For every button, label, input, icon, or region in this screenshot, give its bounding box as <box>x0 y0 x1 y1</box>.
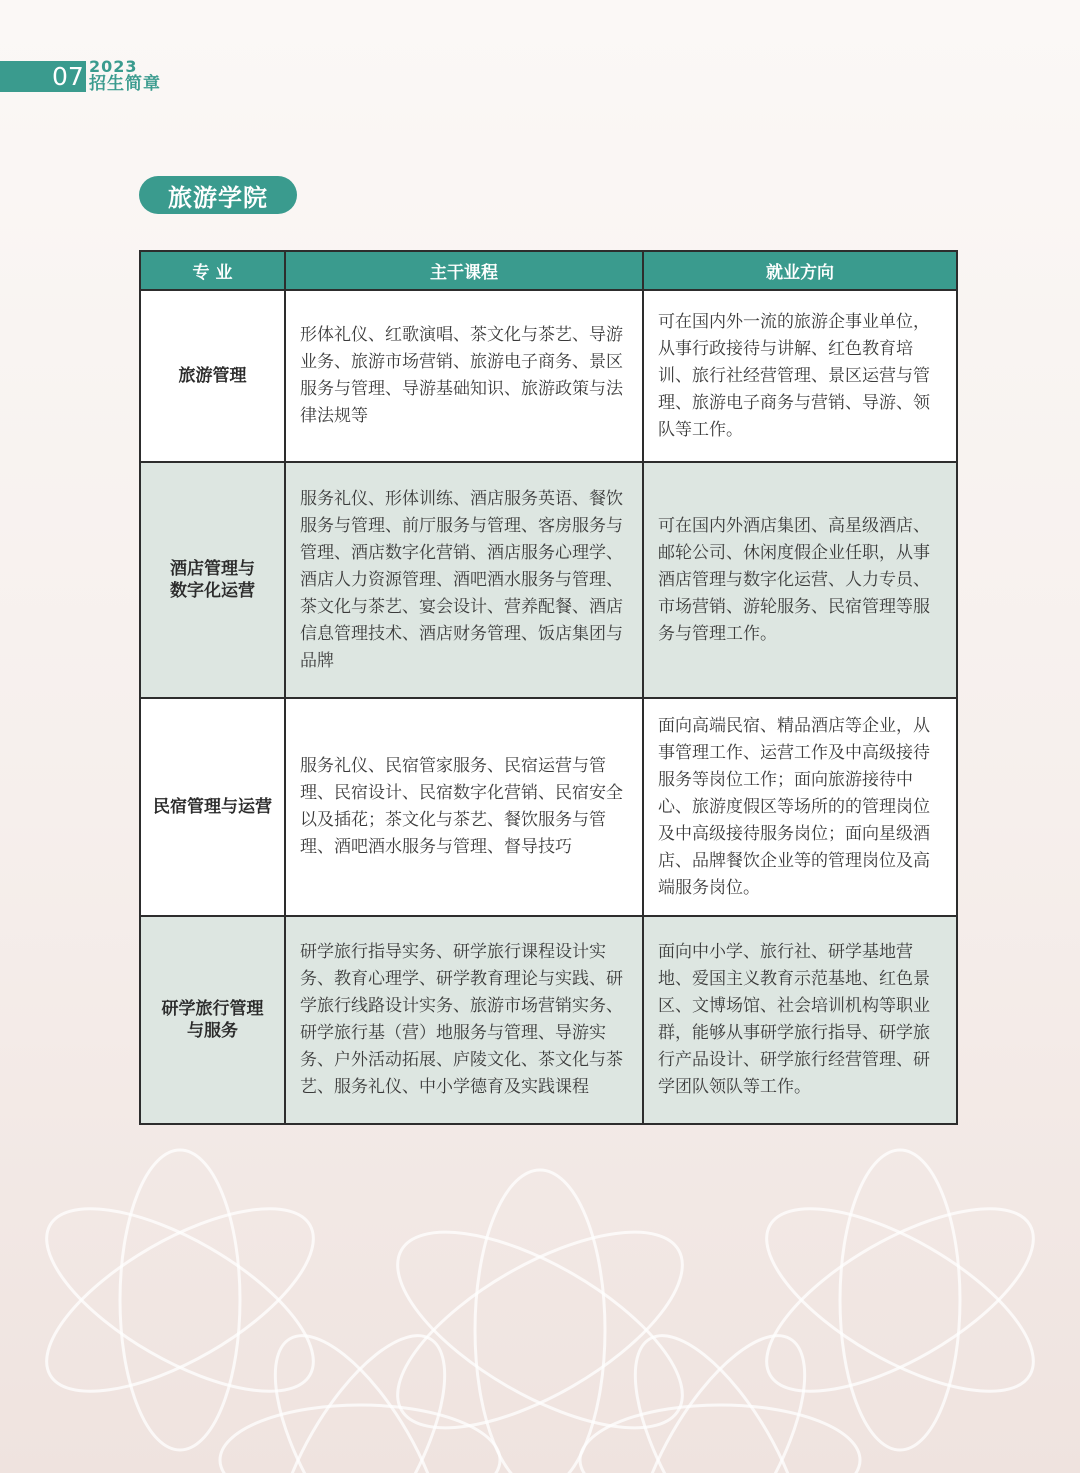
page-number: 07 <box>52 62 84 91</box>
table-row <box>140 462 957 698</box>
majors-table <box>139 250 958 1125</box>
column-header-major: 专 业 <box>140 251 285 290</box>
floral-background-pattern <box>0 1130 1080 1473</box>
header-year: 2023 <box>89 57 138 76</box>
career-directions: 面向中小学、旅行社、研学基地营地、爱国主义教育示范基地、红色景区、文博场馆、社会培训机构等职业群，能够从事研学旅行指导、研学旅行产品设计、研学旅行经营管理、研学团队领队等工作。 <box>643 916 957 1124</box>
major-name: 民宿管理与运营 <box>140 698 285 916</box>
core-courses: 服务礼仪、形体训练、酒店服务英语、餐饮服务与管理、前厅服务与管理、客房服务与管理、酒店数字化营销、酒店服务心理学、酒店人力资源管理、酒吧酒水服务与管理、茶文化与茶艺、宴会设计、营养配餐、酒店信息管理技术、酒店财务管理、饭店集团与品牌 <box>285 462 643 698</box>
column-header-courses: 主干课程 <box>285 251 643 290</box>
header-subtitle: 招生简章 <box>89 74 161 94</box>
header-title-block <box>89 58 161 94</box>
career-directions: 可在国内外一流的旅游企事业单位，从事行政接待与讲解、红色教育培训、旅行社经营管理、景区运营与管理、旅游电子商务与营销、导游、领队等工作。 <box>643 290 957 462</box>
section-title: 旅游学院 <box>139 176 297 214</box>
column-header-careers: 就业方向 <box>643 251 957 290</box>
table-row <box>140 916 957 1124</box>
career-directions: 面向高端民宿、精品酒店等企业，从事管理工作、运营工作及中高级接待服务等岗位工作；面向旅游接待中心、旅游度假区等场所的的管理岗位及中高级接待服务岗位；面向星级酒店、品牌餐饮企业等的管理岗位及高端服务岗位。 <box>643 698 957 916</box>
table-header-row <box>140 251 957 290</box>
career-directions: 可在国内外酒店集团、高星级酒店、邮轮公司、休闲度假企业任职，从事酒店管理与数字化运营、人力专员、市场营销、游轮服务、民宿管理等服务与管理工作。 <box>643 462 957 698</box>
core-courses: 形体礼仪、红歌演唱、茶文化与茶艺、导游业务、旅游市场营销、旅游电子商务、景区服务与管理、导游基础知识、旅游政策与法律法规等 <box>285 290 643 462</box>
major-name: 酒店管理与数字化运营 <box>140 462 285 698</box>
major-name: 旅游管理 <box>140 290 285 462</box>
table-row <box>140 290 957 462</box>
core-courses: 服务礼仪、民宿管家服务、民宿运营与管理、民宿设计、民宿数字化营销、民宿安全以及插花；茶文化与茶艺、餐饮服务与管理、酒吧酒水服务与管理、督导技巧 <box>285 698 643 916</box>
major-name: 研学旅行管理与服务 <box>140 916 285 1124</box>
table-row <box>140 698 957 916</box>
core-courses: 研学旅行指导实务、研学旅行课程设计实务、教育心理学、研学教育理论与实践、研学旅行线路设计实务、旅游市场营销实务、研学旅行基（营）地服务与管理、导游实务、户外活动拓展、庐陵文化、茶文化与茶艺、服务礼仪、中小学德育及实践课程 <box>285 916 643 1124</box>
